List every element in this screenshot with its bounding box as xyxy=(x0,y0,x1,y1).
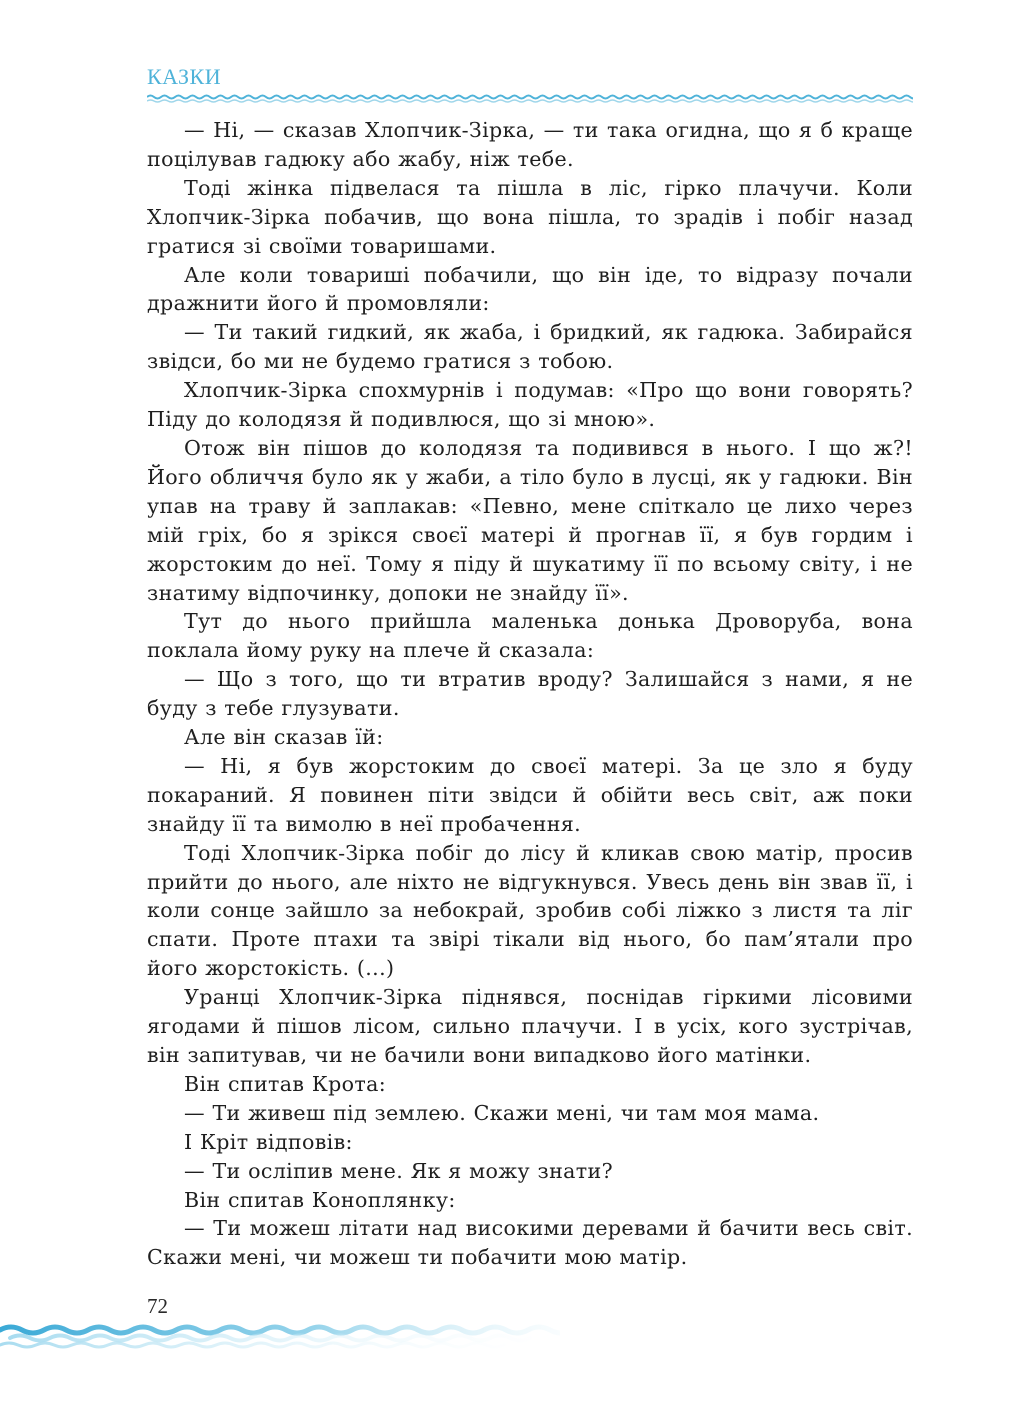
paragraph: Він спитав Крота: xyxy=(184,1071,387,1096)
paragraph: І Кріт відповів: xyxy=(184,1129,353,1154)
footer-wave-decoration xyxy=(0,1312,560,1352)
paragraph: Отож він пішов до колодязя та подивився в нього. І що ж?! Його обличчя було як у жаби, а тіло було в лусці, як у гадюки. Він упав на траву й заплакав: «Певно, мене спіткало це лихо через мій гріх, бо я зрікся своєї матері й прогнав її, я був гордим і жорстоким до неї. Тому я піду й шукатиму її по всьому світу, і не знатиму відпочинку, допоки не знайду її». xyxy=(147,435,913,605)
section-title: КАЗКИ xyxy=(147,64,222,89)
paragraph: Тут до нього прийшла маленька донька Дроворуба, вона поклала йому руку на плече й сказала: xyxy=(147,609,913,663)
page-number: 72 xyxy=(147,1294,168,1318)
paragraph: — Ти живеш під землею. Скажи мені, чи там моя мама. xyxy=(184,1100,820,1125)
paragraph: — Що з того, що ти втратив вроду? Залишайся з нами, я не буду з тебе глузувати. xyxy=(147,667,913,721)
header-wave-divider xyxy=(147,92,913,104)
paragraph: Хлопчик-Зірка спохмурнів і подумав: «Про що вони говорять? Піду до колодязя й подивлюся, що зі мною». xyxy=(147,378,913,432)
paragraph: — Ти такий гидкий, як жаба, і бридкий, як гадюка. Забирайся звідси, бо ми не будемо гратися з тобою. xyxy=(147,320,913,374)
paragraph: — Ні, я був жорстоким до своєї матері. За це зло я буду покараний. Я повинен піти звідси й обійти весь світ, аж поки знайду її та вимолю в неї пробачення. xyxy=(147,753,913,836)
paragraph: Уранці Хлопчик-Зірка піднявся, поснідав гіркими лісовими ягодами й пішов лісом, сильно плачучи. І в усіх, кого зустрічав, він запитував, чи не бачили вони випадково його матінки. xyxy=(147,985,913,1067)
paragraph: Але він сказав їй: xyxy=(184,725,384,750)
paragraph: — Ні, — сказав Хлопчик-Зірка, — ти така огидна, що я б краще поцілував гадюку або жабу, ніж тебе. xyxy=(147,118,913,171)
paragraph: — Ти можеш літати над високими деревами й бачити весь світ. Скажи мені, чи можеш ти побачити мою матір. xyxy=(147,1216,913,1270)
story-text xyxy=(147,116,913,1272)
paragraph: Тоді Хлопчик-Зірка побіг до лісу й кликав свою матір, просив прийти до нього, але ніхто не відгукнувся. Увесь день він звав її, і коли сонце зайшло за небокрай, зробив собі ліжко з листя та ліг спати. Проте птахи та звірі тікали від нього, бо пам’ятали про його жорстокість. (...) xyxy=(147,840,913,981)
paragraph: Він спитав Коноплянку: xyxy=(184,1187,456,1212)
paragraph: Тоді жінка підвелася та пішла в ліс, гірко плачучи. Коли Хлопчик-Зірка побачив, що вона пішла, то зрадів і побіг назад гратися зі своїми товаришами. xyxy=(147,175,913,258)
running-header xyxy=(147,64,913,104)
paragraph: Але коли товариші побачили, що він іде, то відразу почали дражнити його й промовляли: xyxy=(147,262,913,316)
paragraph: — Ти осліпив мене. Як я можу знати? xyxy=(184,1158,614,1183)
